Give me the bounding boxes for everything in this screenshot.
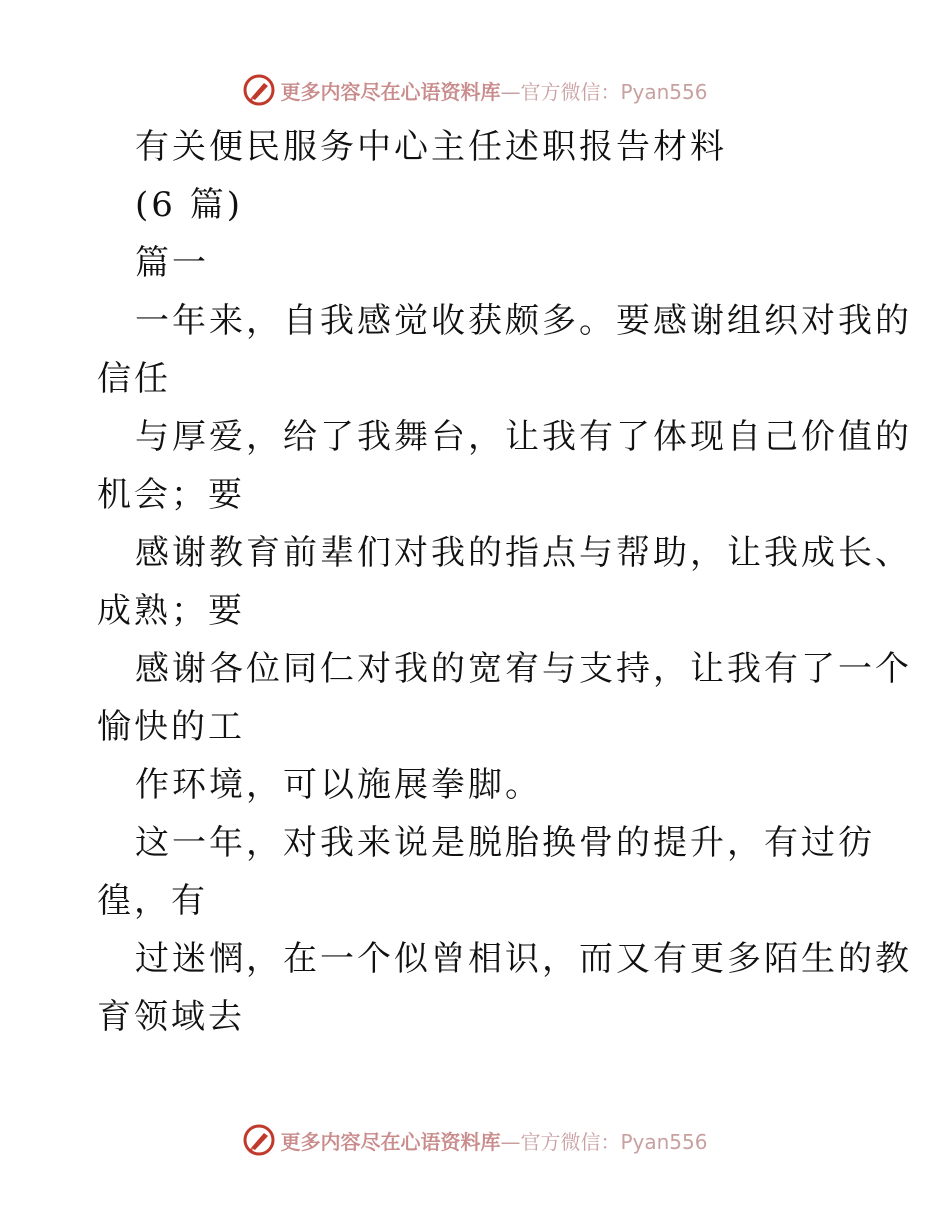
document-line: 机会；要 bbox=[97, 475, 245, 515]
document-line: 育领域去 bbox=[97, 997, 245, 1037]
header-separator: — bbox=[500, 79, 521, 104]
document-line: 作环境，可以施展拳脚。 bbox=[135, 765, 542, 805]
footer-brand: 更多内容尽在心语资料库 bbox=[280, 1129, 501, 1154]
footer-contact: 官方微信：Pyan556 bbox=[520, 1129, 708, 1154]
pen-logo-icon bbox=[242, 1123, 276, 1157]
document-line: 信任 bbox=[97, 359, 171, 399]
footer-watermark-banner bbox=[0, 1120, 950, 1160]
document-line: 成熟；要 bbox=[97, 591, 245, 631]
document-line: 这一年，对我来说是脱胎换骨的提升，有过彷 bbox=[135, 823, 875, 863]
header-brand: 更多内容尽在心语资料库 bbox=[280, 79, 501, 104]
header-contact: 官方微信：Pyan556 bbox=[520, 79, 708, 104]
footer-separator: — bbox=[500, 1129, 521, 1154]
footer-brand-text bbox=[280, 1126, 707, 1155]
document-line: 愉快的工 bbox=[97, 707, 245, 747]
header-brand-text bbox=[280, 76, 707, 105]
document-line: 篇一 bbox=[135, 243, 209, 283]
document-body bbox=[97, 118, 912, 1046]
document-line: 一年来，自我感觉收获颇多。要感谢组织对我的 bbox=[135, 301, 912, 341]
document-line: 感谢教育前辈们对我的指点与帮助，让我成长、 bbox=[135, 533, 912, 573]
document-title: 有关便民服务中心主任述职报告材料 bbox=[135, 127, 727, 167]
header-watermark-banner bbox=[0, 70, 950, 110]
document-line: 感谢各位同仁对我的宽宥与支持，让我有了一个 bbox=[135, 649, 912, 689]
document-line: 徨，有 bbox=[97, 881, 208, 921]
pen-logo-icon bbox=[242, 73, 276, 107]
document-line: (6 篇) bbox=[135, 185, 243, 225]
document-line: 与厚爱，给了我舞台，让我有了体现自己价值的 bbox=[135, 417, 912, 457]
document-line: 过迷惘，在一个似曾相识，而又有更多陌生的教 bbox=[135, 939, 912, 979]
